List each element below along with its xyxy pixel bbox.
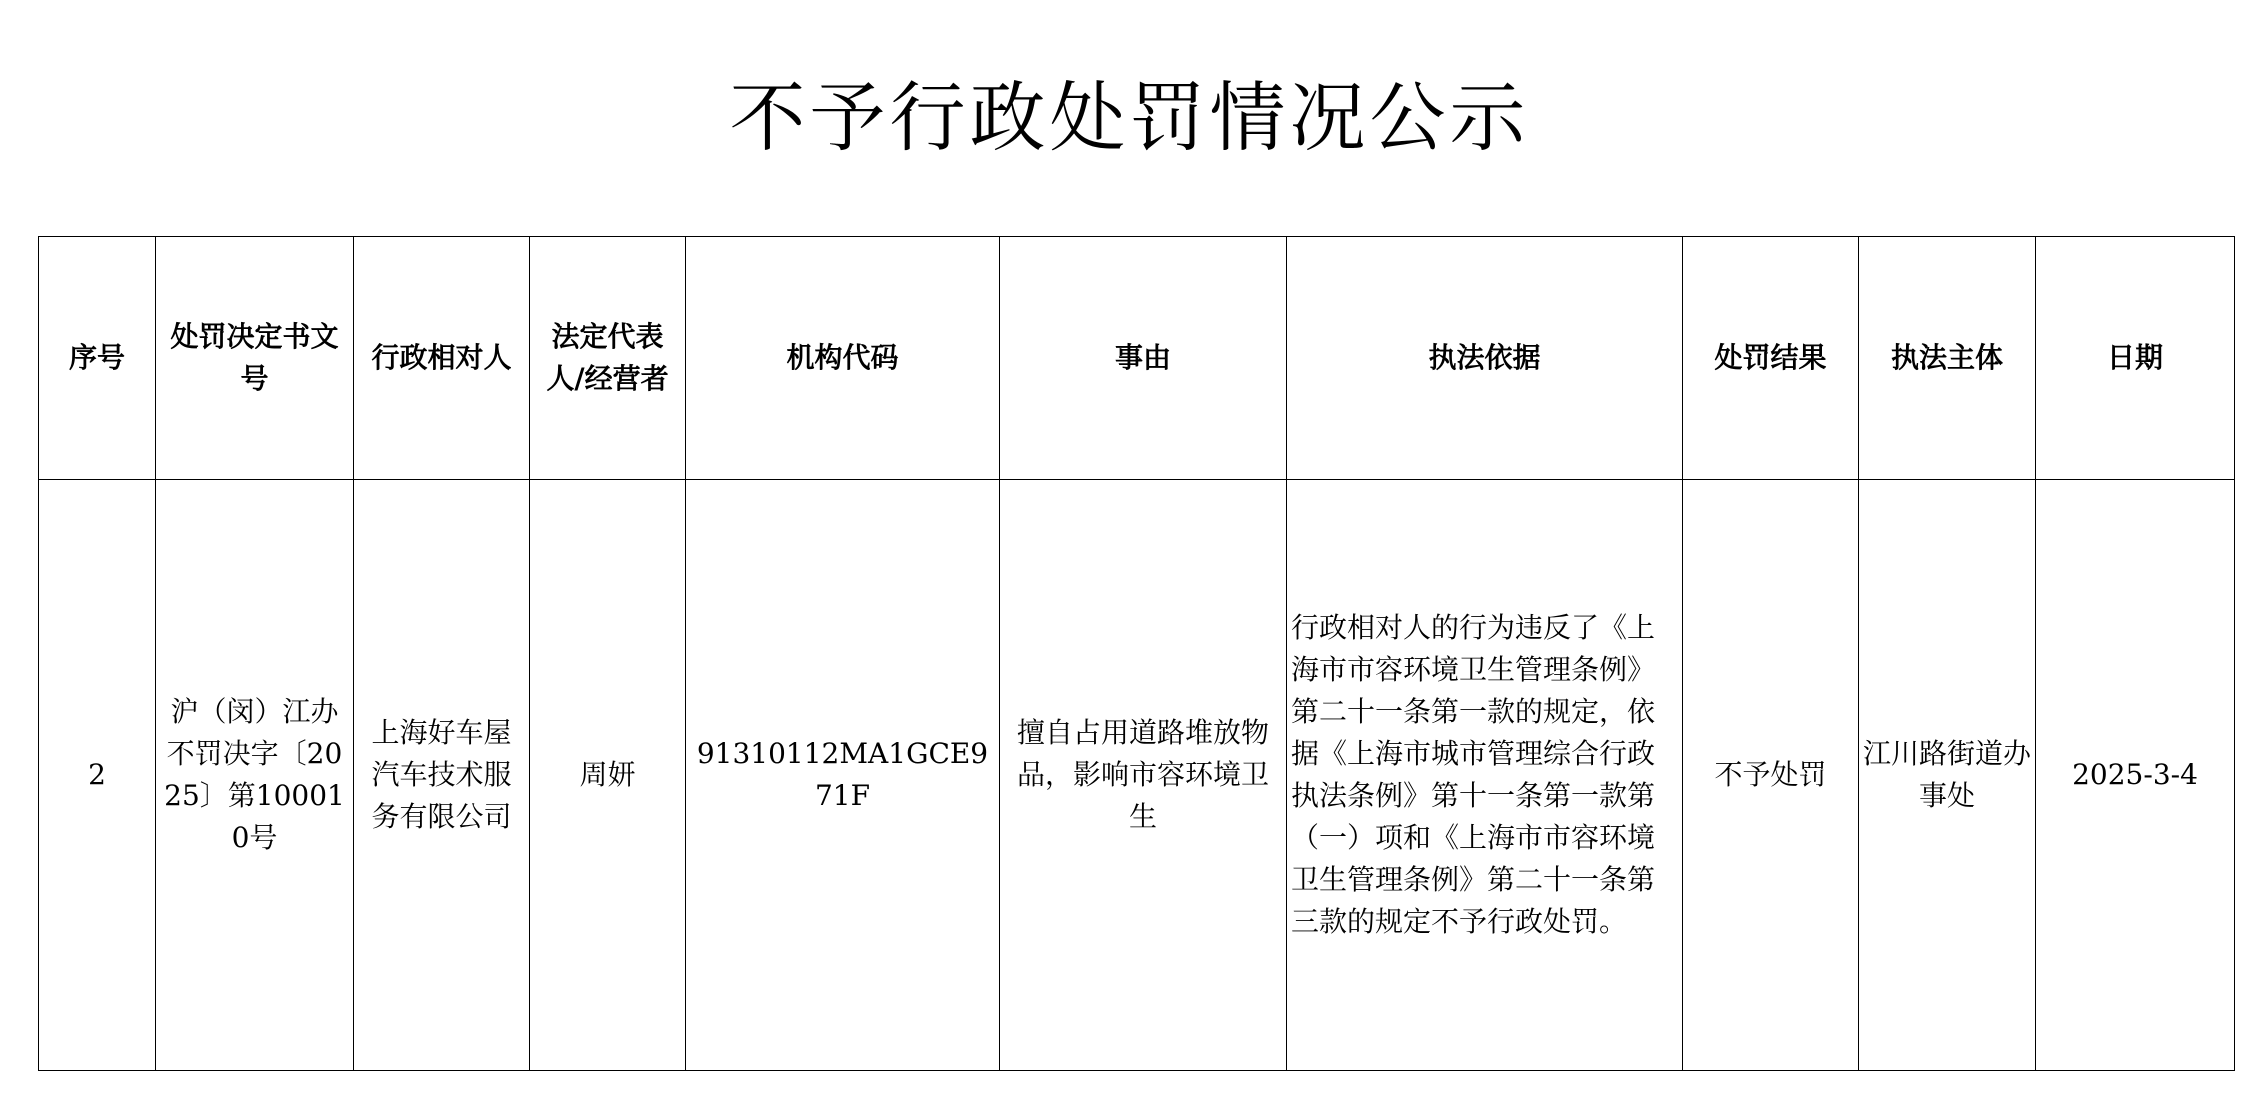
cell-decision-number: 沪（闵）江办不罚决字〔2025〕第100010号 <box>156 480 354 1071</box>
header-party: 行政相对人 <box>354 237 530 480</box>
cell-date: 2025-3-4 <box>2036 480 2235 1071</box>
header-representative: 法定代表人/经营者 <box>530 237 686 480</box>
header-org-code: 机构代码 <box>686 237 1000 480</box>
header-result: 处罚结果 <box>1683 237 1859 480</box>
cell-party: 上海好车屋汽车技术服务有限公司 <box>354 480 530 1071</box>
header-decision-number: 处罚决定书文号 <box>156 237 354 480</box>
cell-enforcer: 江川路街道办事处 <box>1859 480 2036 1071</box>
cell-representative: 周妍 <box>530 480 686 1071</box>
cell-result: 不予处罚 <box>1683 480 1859 1071</box>
header-reason: 事由 <box>1000 237 1287 480</box>
page-title: 不予行政处罚情况公示 <box>729 73 1530 162</box>
header-index: 序号 <box>39 237 156 480</box>
header-legal-basis: 执法依据 <box>1287 237 1683 480</box>
header-date: 日期 <box>2036 237 2235 480</box>
cell-legal-basis: 行政相对人的行为违反了《上海市市容环境卫生管理条例》第二十一条第一款的规定，依据《上海市城市管理综合行政执法条例》第十一条第一款第（一）项和《上海市市容环境卫生管理条例》第二十一条第三款的规定不予行政处罚。 <box>1287 480 1683 1071</box>
header-enforcer: 执法主体 <box>1859 237 2036 480</box>
cell-index: 2 <box>39 480 156 1071</box>
table-header-row <box>39 237 2235 480</box>
cell-reason: 擅自占用道路堆放物品，影响市容环境卫生 <box>1000 480 1287 1071</box>
table-row <box>39 480 2235 1071</box>
cell-org-code: 91310112MA1GCE971F <box>686 480 1000 1071</box>
penalty-table <box>38 236 2235 1071</box>
